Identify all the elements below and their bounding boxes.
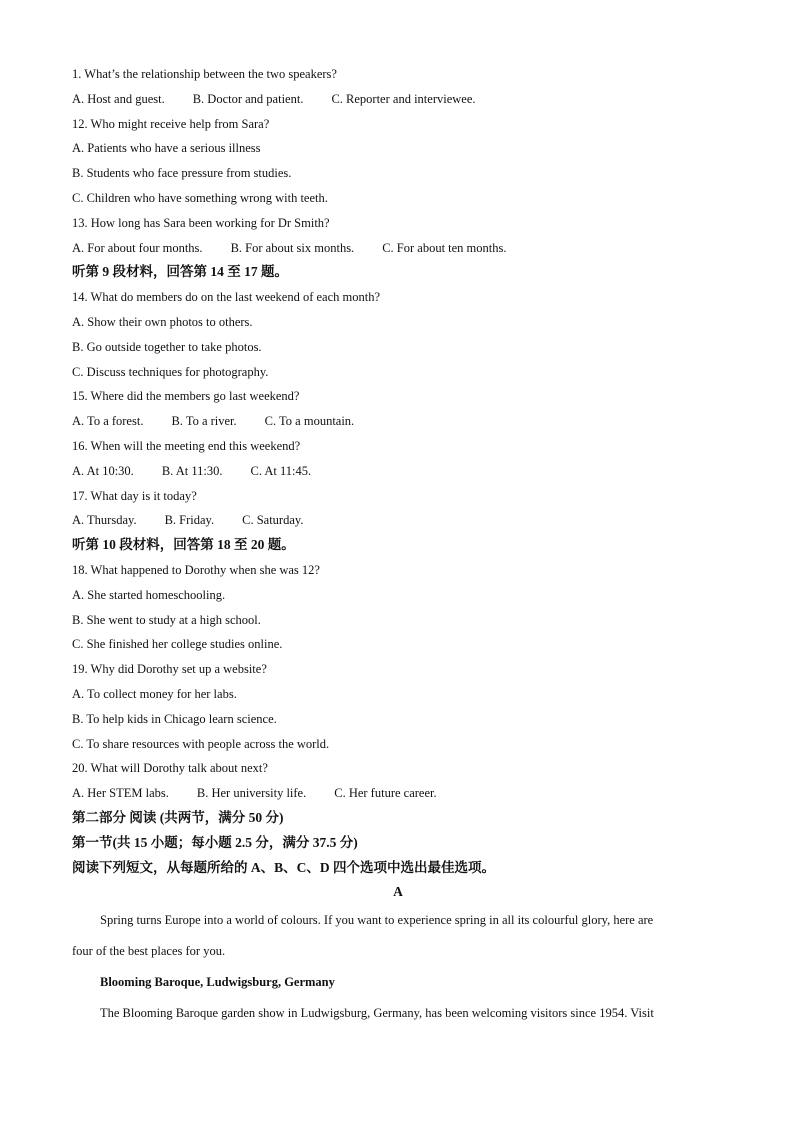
option-b: B. Go outside together to take photos. [72,339,262,354]
option-c: C. Children who have something wrong with teeth. [72,190,328,205]
passage-intro-line-1: Spring turns Europe into a world of colours. If you want to experience spring in all its colourful glory, here are [100,913,654,928]
passage-label: A [393,884,403,900]
option-a: A. Her STEM labs. [72,786,169,801]
option-c: C. Her future career. [334,786,437,801]
question-15-stem: 15. Where did the members go last weekend? [72,389,300,404]
option-a: A. To a forest. [72,414,144,429]
option-b: B. To help kids in Chicago learn science. [72,711,277,726]
section-10-heading: 听第 10 段材料，回答第 18 至 20 题。 [72,537,295,553]
option-a: A. Host and guest. [72,91,165,106]
option-a: A. Thursday. [72,513,137,528]
option-b: B. For about six months. [230,240,355,255]
passage-subheading: Blooming Baroque, Ludwigsburg, Germany [100,975,335,990]
option-b: B. Friday. [164,513,215,528]
reading-instruction: 阅读下列短文，从每题所给的 A、B、C、D 四个选项中选出最佳选项。 [72,859,496,875]
option-c: C. At 11:45. [250,463,312,478]
option-a: A. For about four months. [72,240,203,255]
option-a: A. Show their own photos to others. [72,314,253,329]
question-11-stem: 1. What’s the relationship between the two speakers? [72,67,337,81]
option-c: C. For about ten months. [382,240,507,255]
section-9-heading: 听第 9 段材料，回答第 14 至 17 题。 [72,264,288,280]
option-b: B. She went to study at a high school. [72,612,261,627]
option-a: A. Patients who have a serious illness [72,141,261,156]
part-2-section-1-heading: 第一节(共 15 小题；每小题 2.5 分，满分 37.5 分) [72,834,358,850]
question-19-stem: 19. Why did Dorothy set up a website? [72,662,267,677]
question-13-stem: 13. How long has Sara been working for Dr Smith? [72,215,330,230]
option-c: C. To a mountain. [264,414,355,429]
question-17-stem: 17. What day is it today? [72,488,197,503]
question-12-stem: 12. Who might receive help from Sara? [72,116,270,131]
question-15-options [72,409,724,434]
option-c: C. She finished her college studies online. [72,637,283,652]
option-a: A. She started homeschooling. [72,587,226,602]
question-18-stem: 18. What happened to Dorothy when she was 12? [72,562,320,577]
question-17-options [72,508,724,533]
question-13-options [72,236,724,261]
question-20-stem: 20. What will Dorothy talk about next? [72,761,268,776]
option-a: A. At 10:30. [72,463,134,478]
option-c: C. To share resources with people across the world. [72,736,330,751]
option-b: B. Her university life. [196,786,307,801]
question-16-stem: 16. When will the meeting end this weekend? [72,438,301,453]
option-c: C. Reporter and interviewee. [331,91,476,106]
passage-body-line-1: The Blooming Baroque garden show in Ludwigsburg, Germany, has been welcoming visitors since 1954. Visit [100,1006,654,1021]
question-20-options [72,781,724,806]
question-16-options [72,459,724,484]
option-c: C. Discuss techniques for photography. [72,364,269,379]
question-14-stem: 14. What do members do on the last weekend of each month? [72,290,381,305]
option-b: B. Students who face pressure from studies. [72,166,292,181]
option-c: C. Saturday. [242,513,304,528]
part-2-title: 第二部分 阅读 (共两节，满分 50 分) [72,809,284,825]
option-a: A. To collect money for her labs. [72,686,237,701]
question-11-options [72,87,724,112]
option-b: B. To a river. [171,414,237,429]
option-b: B. Doctor and patient. [192,91,304,106]
exam-page [72,62,724,1029]
passage-intro-line-2: four of the best places for you. [72,944,226,959]
option-b: B. At 11:30. [161,463,223,478]
